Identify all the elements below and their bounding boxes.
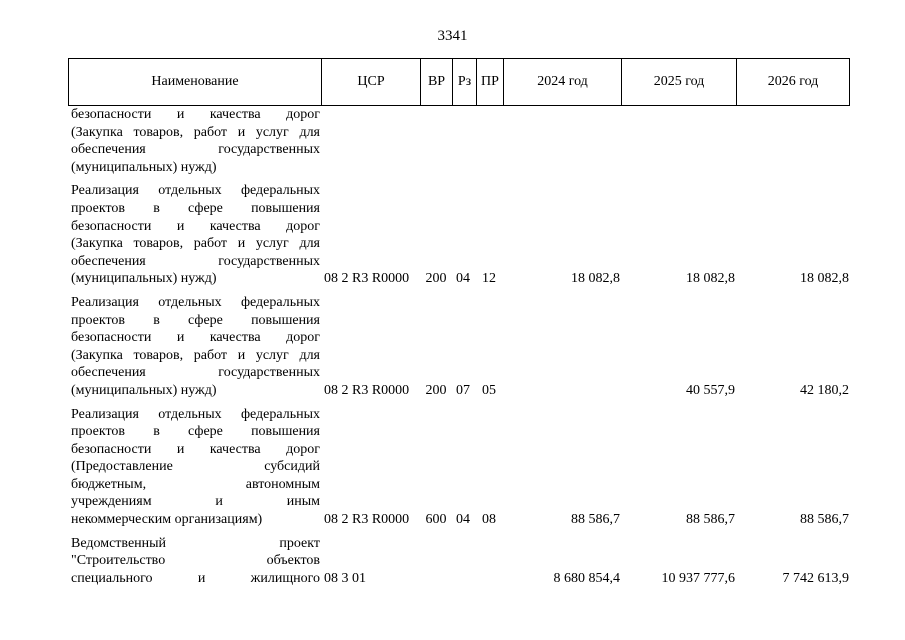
cell-pr: 12: [482, 271, 496, 287]
row-name-line: проектов в сфере повышения: [71, 200, 320, 216]
row-name-line: (Закупка товаров, работ и услуг для: [71, 347, 320, 363]
row-name-line: бюджетным, автономным: [71, 476, 320, 492]
column-header-pr: ПР: [476, 59, 503, 105]
cell-2024: 8 680 854,4: [553, 570, 620, 586]
row-name-line: (Предоставление субсидий: [71, 459, 320, 475]
cell-2026: 18 082,8: [800, 271, 849, 287]
row-name-line: Реализация отдельных федеральных: [71, 406, 320, 422]
table-body: [68, 106, 850, 587]
row-name: [68, 535, 320, 588]
row-name-line: Реализация отдельных федеральных: [71, 183, 320, 199]
column-header-vr: ВР: [420, 59, 452, 105]
cell-2025: 40 557,9: [686, 382, 735, 398]
column-header-2025: 2025 год: [621, 59, 736, 105]
row-name-line: Реализация отдельных федеральных: [71, 294, 320, 310]
column-header-rz: Рз: [452, 59, 476, 105]
column-header-csr: ЦСР: [321, 59, 420, 105]
row-name-line: обеспечения государственных: [71, 253, 320, 269]
column-header-2026: 2026 год: [736, 59, 849, 105]
row-name: [68, 406, 320, 529]
table-row: [68, 106, 850, 176]
row-name-line: (Закупка товаров, работ и услуг для: [71, 236, 320, 252]
row-name-line: некоммерческим организациям): [71, 512, 263, 528]
table-row: [68, 294, 850, 400]
cell-2026: 7 742 613,9: [782, 570, 849, 586]
row-name-line: "Строительство объектов: [71, 553, 320, 569]
column-header-name: Наименование: [151, 74, 239, 89]
row-name-line: (муниципальных) нужд): [71, 159, 217, 175]
page-number: 3341: [437, 28, 468, 44]
row-name-line: безопасности и качества дорог: [71, 441, 320, 457]
cell-vr: 200: [425, 271, 447, 287]
table-row: [68, 182, 850, 288]
cell-2025: 10 937 777,6: [661, 570, 735, 586]
table-header: [68, 58, 850, 106]
row-name: [68, 106, 320, 176]
row-name-line: проектов в сфере повышения: [71, 312, 320, 328]
row-name-line: специального и жилищного: [71, 570, 320, 586]
table-row: [68, 406, 850, 529]
row-name-line: Ведомственный проект: [71, 535, 320, 551]
cell-2025: 18 082,8: [686, 271, 735, 287]
row-name-line: проектов в сфере повышения: [71, 424, 320, 440]
cell-2025: 88 586,7: [686, 512, 735, 528]
row-name-line: безопасности и качества дорог: [71, 107, 320, 122]
cell-pr: 05: [482, 382, 496, 398]
row-name-line: обеспечения государственных: [71, 142, 320, 158]
cell-2024: 18 082,8: [571, 271, 620, 287]
row-name-line: обеспечения государственных: [71, 365, 320, 381]
row-name-line: учреждениям и иным: [71, 494, 320, 510]
row-name-line: (муниципальных) нужд): [71, 271, 217, 287]
cell-csr: 08 2 R3 R0000: [324, 382, 410, 398]
cell-csr: 08 2 R3 R0000: [324, 271, 410, 287]
cell-rz: 04: [456, 512, 470, 528]
row-name-line: (муниципальных) нужд): [71, 382, 217, 398]
cell-pr: 08: [482, 512, 496, 528]
row-name-line: безопасности и качества дорог: [71, 218, 320, 234]
column-header-2024: 2024 год: [503, 59, 621, 105]
row-name-line: (Закупка товаров, работ и услуг для: [71, 124, 320, 140]
row-name: [68, 294, 320, 400]
cell-csr: 08 2 R3 R0000: [324, 512, 410, 528]
cell-vr: 200: [425, 382, 447, 398]
cell-rz: 04: [456, 271, 470, 287]
cell-2026: 42 180,2: [800, 382, 849, 398]
cell-rz: 07: [456, 382, 470, 398]
cell-csr: 08 3 01: [324, 570, 366, 586]
row-name: [68, 182, 320, 288]
row-name-line: безопасности и качества дорог: [71, 330, 320, 346]
cell-2024: 88 586,7: [571, 512, 620, 528]
cell-vr: 600: [425, 512, 447, 528]
cell-2026: 88 586,7: [800, 512, 849, 528]
table-row: [68, 535, 850, 588]
